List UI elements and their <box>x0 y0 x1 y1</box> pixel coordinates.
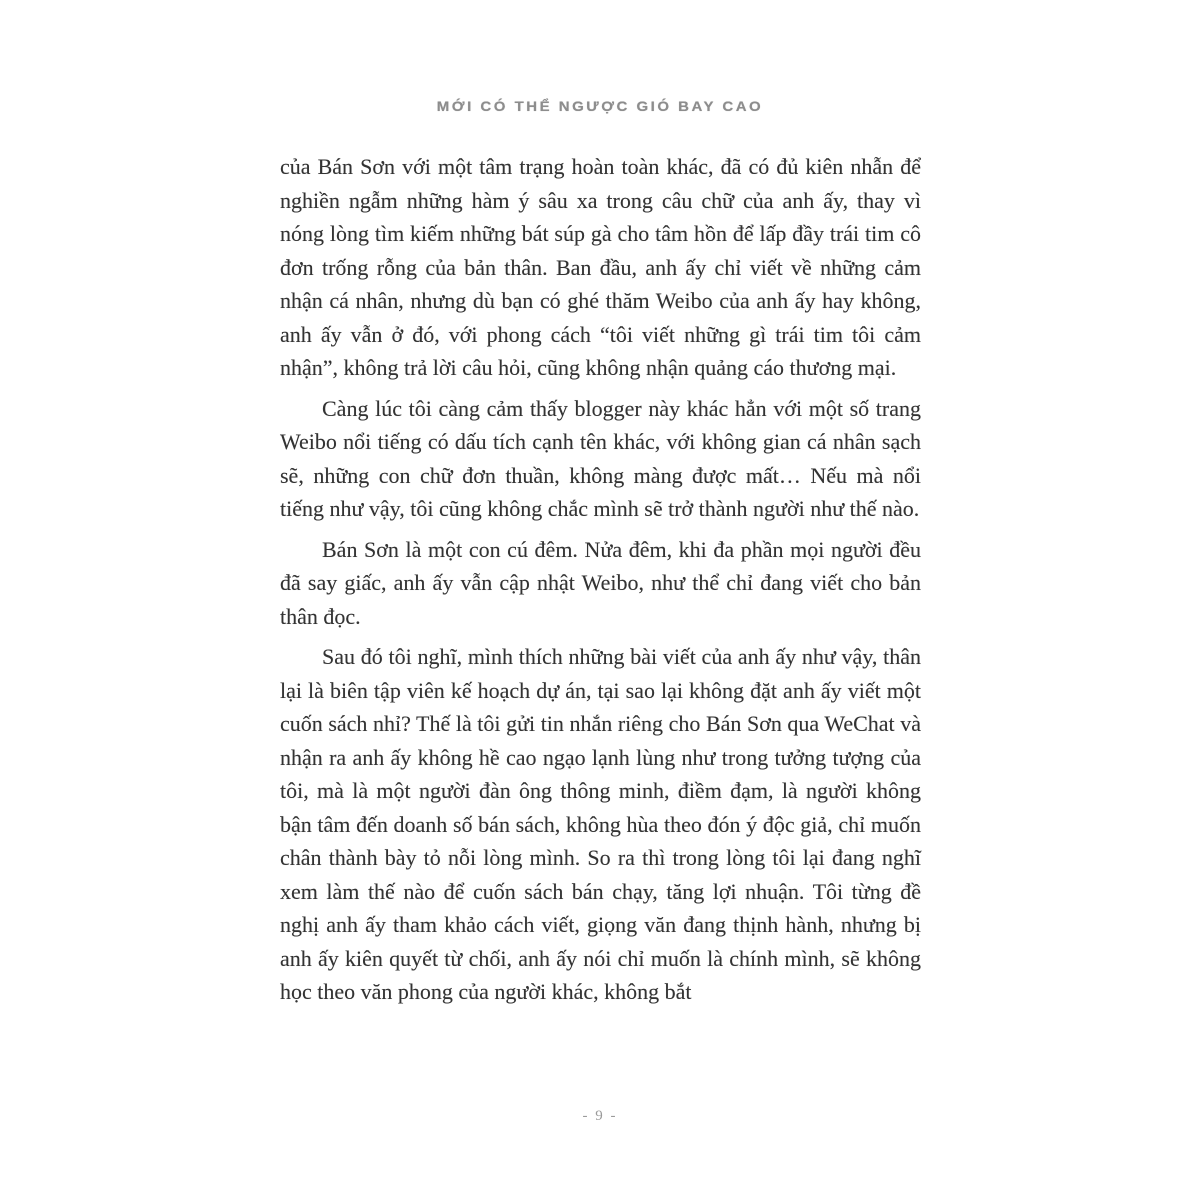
running-header: MỚI CÓ THỂ NGƯỢC GIÓ BAY CAO <box>436 98 764 115</box>
paragraph: Bán Sơn là một con cú đêm. Nửa đêm, khi đa phần mọi người đều đã say giấc, anh ấy vẫn cập nhật Weibo, như thể chỉ đang viết cho bản thân đọc. <box>280 536 921 629</box>
paragraph: Càng lúc tôi càng cảm thấy blogger này khác hẳn với một số trang Weibo nổi tiếng có dấu tích cạnh tên khác, với không gian cá nhân sạch sẽ, những con chữ đơn thuần, không màng được mất… Nếu mà nổi tiếng như vậy, tôi cũng không chắc mình sẽ trở thành người như thế nào. <box>280 395 921 521</box>
page-number: - 9 - <box>582 1108 618 1124</box>
paragraph: Sau đó tôi nghĩ, mình thích những bài viết của anh ấy như vậy, thân lại là biên tập viên kế hoạch dự án, tại sao lại không đặt anh ấy viết một cuốn sách nhỉ? Thế là tôi gửi tin nhắn riêng cho Bán Sơn qua WeChat và nhận ra anh ấy không hề cao ngạo lạnh lùng như trong tưởng tượng của tôi, mà là một người đàn ông thông minh, điềm đạm, là người không bận tâm đến doanh số bán sách, không hùa theo đón ý độc giả, chỉ muốn chân thành bày tỏ nỗi lòng mình. So ra thì trong lòng tôi lại đang nghĩ xem làm thế nào để cuốn sách bán chạy, tăng lợi nhuận. Tôi từng đề nghị anh ấy tham khảo cách viết, giọng văn đang thịnh hành, nhưng bị anh ấy kiên quyết từ chối, anh ấy nói chỉ muốn là chính mình, sẽ không học theo văn phong của người khác, không bắt <box>280 644 921 1004</box>
body-text-block <box>280 150 921 1016</box>
paragraph: của Bán Sơn với một tâm trạng hoàn toàn khác, đã có đủ kiên nhẫn để nghiền ngẫm những hàm ý sâu xa trong câu chữ của anh ấy, thay vì nóng lòng tìm kiếm những bát súp gà cho tâm hồn để lấp đầy trái tim cô đơn trống rỗng của bản thân. Ban đầu, anh ấy chỉ viết về những cảm nhận cá nhân, nhưng dù bạn có ghé thăm Weibo của anh ấy hay không, anh ấy vẫn ở đó, với phong cách “tôi viết những gì trái tim tôi cảm nhận”, không trả lời câu hỏi, cũng không nhận quảng cáo thương mại. <box>280 154 921 380</box>
